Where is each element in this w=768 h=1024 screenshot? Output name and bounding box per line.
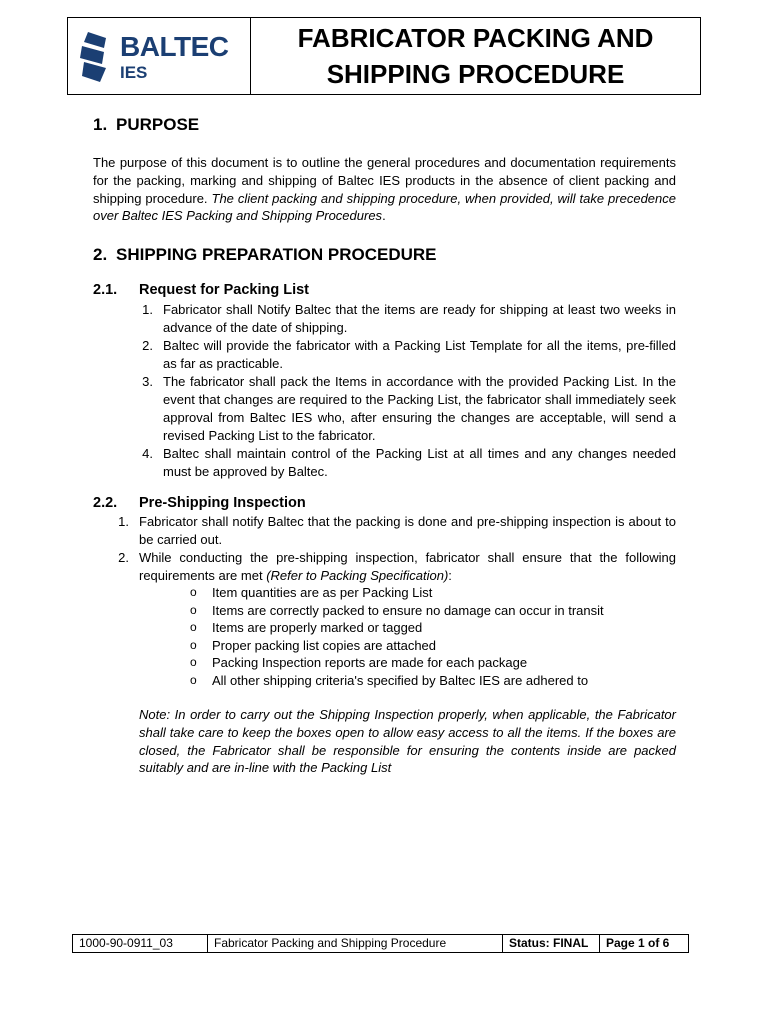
list-item-number: 1. (118, 514, 129, 529)
list-item-number: 3. (142, 374, 153, 389)
list-item-number: 2. (142, 338, 153, 353)
list-item (142, 301, 676, 337)
list-item-number: 1. (142, 302, 153, 317)
logo-subtitle: IES (120, 63, 148, 82)
purpose-text-end: . (382, 208, 386, 224)
title-line-2: SHIPPING PROCEDURE (326, 59, 625, 89)
footer-status: Status: FINAL (502, 934, 600, 953)
list-item: o All other shipping criteria's specified by Baltec IES are adhered to (190, 672, 589, 688)
footer-doc-number: 1000-90-0911_03 (72, 934, 208, 953)
document-footer (72, 934, 689, 953)
list-item (142, 373, 676, 445)
inspection-steps (118, 513, 676, 585)
subsection-2-1-number: 2.1. (93, 282, 118, 298)
document-title (251, 18, 700, 94)
subsection-2-2-heading (93, 495, 306, 511)
subsection-2-2-title: Pre-Shipping Inspection (139, 495, 306, 511)
list-item: o Item quantities are as per Packing List (190, 585, 433, 600)
section-2-heading (93, 245, 437, 265)
list-item: o Proper packing list copies are attached (190, 637, 437, 653)
list-item-text: Baltec shall maintain control of the Packing List at all times and any changes needed must be approved by Baltec. (163, 446, 676, 479)
section-1-number: 1. (93, 115, 108, 134)
purpose-text: The purpose of this document is to outline the general procedures and documentation requirements for the packing, marking and shipping of Baltec IES products in the absence of client packing and shipping procedure. (93, 155, 676, 206)
subsection-2-2-number: 2.2. (93, 495, 118, 511)
list-item (142, 337, 676, 373)
bullet-icon: o (190, 655, 197, 670)
subsection-2-1-title: Request for Packing List (139, 282, 310, 298)
bullet-icon: o (190, 672, 197, 687)
document-header (67, 17, 701, 95)
purpose-italic-text: The client packing and shipping procedure, when provided, will take precedence over Baltec IES Packing and Shipping Procedures (93, 190, 676, 224)
section-1-title: PURPOSE (116, 115, 200, 134)
bullet-icon: o (190, 585, 197, 599)
list-item-text: Baltec will provide the fabricator with a Packing List Template for all the items, pre-filled as far as practicable. (163, 338, 676, 371)
list-item-text: Fabricator shall Notify Baltec that the items are ready for shipping at least two weeks in advance of the date of shipping. (163, 302, 676, 335)
logo-wordmark: BALTEC (120, 31, 229, 62)
section-1-heading (93, 115, 199, 135)
list-item (118, 549, 676, 585)
list-item-italic: (Refer to Packing Specification) (266, 568, 449, 583)
logo-cell (68, 18, 251, 94)
section-2-title: SHIPPING PREPARATION PROCEDURE (116, 245, 437, 264)
subsection-2-1-heading (93, 282, 309, 298)
list-item-end: : (448, 568, 452, 583)
inspection-requirements (190, 584, 604, 690)
bullet-icon: o (190, 602, 197, 617)
list-item-number: 4. (142, 446, 153, 461)
list-item-text: Fabricator shall notify Baltec that the packing is done and pre-shipping inspection is about to be carried out. (139, 514, 676, 547)
bullet-icon: o (190, 637, 197, 652)
title-line-1: FABRICATOR PACKING AND (297, 23, 654, 53)
packing-list-steps (142, 301, 676, 481)
list-item-text: The fabricator shall pack the Items in accordance with the provided Packing List. In the event that changes are required to the Packing List, the fabricator shall immediately seek approval from Baltec IES who, after ensuring the changes are acceptable, will send a revised Packing List to the fabricator. (163, 374, 676, 443)
list-item: o Items are properly marked or tagged (190, 620, 423, 636)
footer-doc-title: Fabricator Packing and Shipping Procedure (207, 934, 503, 953)
baltec-logo-icon (80, 30, 116, 84)
list-item-text: While conducting the pre-shipping inspection, fabricator shall ensure that the following requirements are met (139, 550, 676, 583)
list-item (142, 445, 676, 481)
bullet-icon: o (190, 620, 197, 635)
purpose-paragraph (93, 154, 676, 225)
footer-page-number: Page 1 of 6 (599, 934, 689, 953)
section-2-number: 2. (93, 245, 108, 264)
list-item: o Packing Inspection reports are made for each package (190, 655, 528, 671)
list-item-number: 2. (118, 550, 129, 565)
inspection-note: Note: In order to carry out the Shipping Inspection properly, when applicable, the Fabricator shall take care to keep the boxes open to allow easy access to all the items. If the boxes are closed, the Fabricator shall be responsible for ensuring the contents inside are packed suitably and are in-line with the Packing List (139, 707, 676, 776)
list-item (118, 513, 676, 549)
list-item: o Items are correctly packed to ensure no damage can occur in transit (190, 602, 604, 618)
